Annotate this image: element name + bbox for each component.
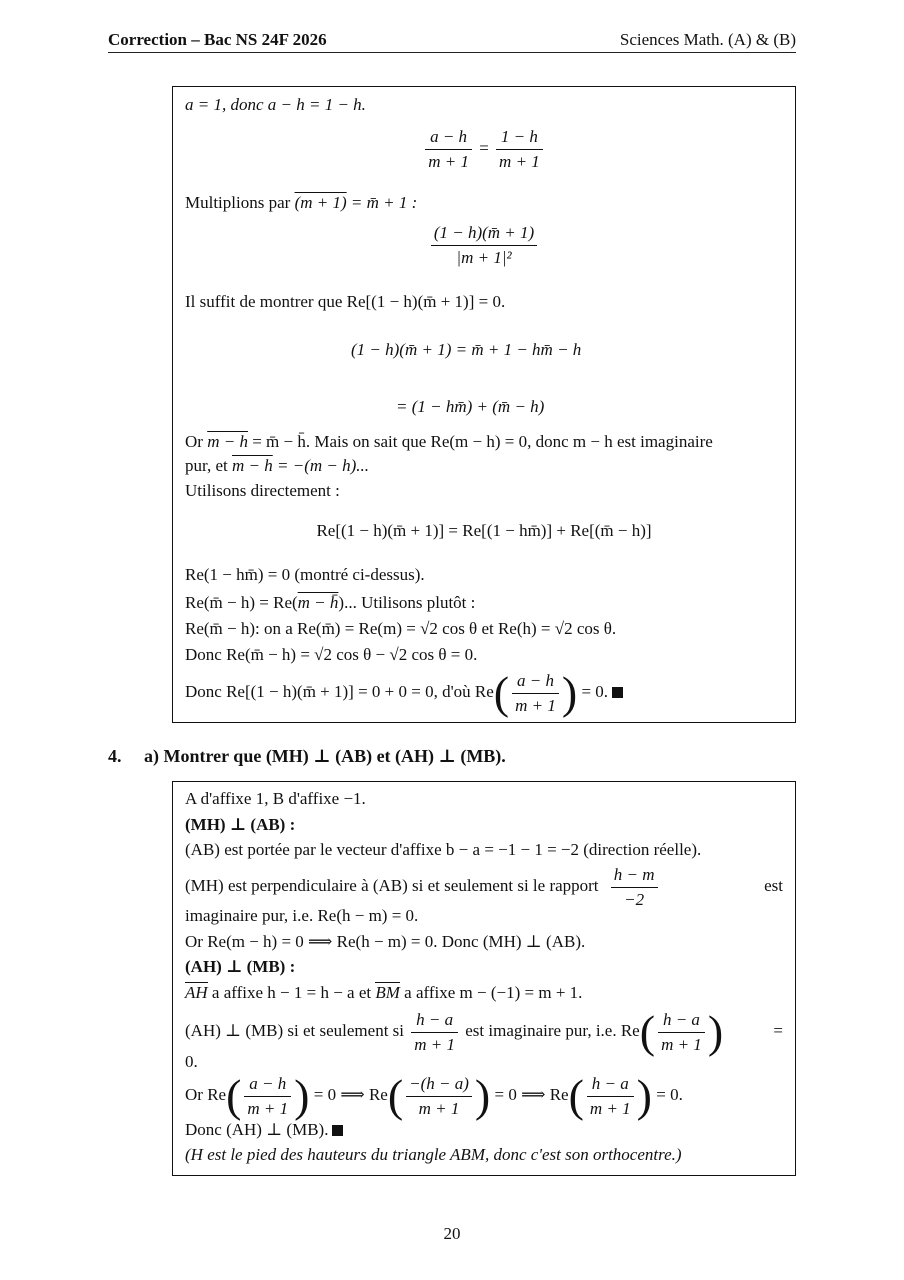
equation-regroup: = (1 − hm̄) + (m̄ − h)	[396, 397, 545, 416]
page-number: 20	[443, 1224, 461, 1243]
fraction: $\frac{a - h}{m + 1}$	[512, 671, 559, 716]
fraction: $\frac{-(h - a)}{m + 1}$	[406, 1074, 472, 1119]
text-line: (AH) ⊥ (MB) si et seulement si $\frac{h - a}{m + 1}$ est imaginaire pur, i.e. Re( $\frac{h - a}{m + 1}$ ) =	[185, 1006, 783, 1058]
equation-fraction-ratio: $\frac{a - h}{m + 1}$ = $\frac{1 - h}{m + 1}$	[173, 127, 795, 172]
text-line: a = 1, donc a − h = 1 − h.	[185, 95, 366, 114]
vector-bm: BM	[375, 983, 400, 1002]
solution-box-3	[172, 86, 796, 723]
text-line: (AB) est portée par le vecteur d'affixe b − a = −1 − 1 = −2 (direction réelle).	[185, 840, 702, 859]
qed-square-icon	[332, 1125, 343, 1136]
page-header	[108, 30, 796, 53]
subheading: (AH) ⊥ (MB) :	[185, 957, 296, 976]
subheading: (MH) ⊥ (AB) :	[185, 815, 296, 834]
fraction: $\frac{a - h}{m + 1}$	[425, 127, 472, 172]
question-heading: 4. a) Montrer que (MH) ⊥ (AB) et (AH) ⊥ (MB).	[108, 746, 506, 766]
text-line: Or Re( $\frac{a - h}{m + 1}$ ) = 0 ⟹ Re( $\frac{-(h - a)}{m + 1}$ ) = 0 ⟹ Re( $\frac{h - a}{m + 1}$ ) = 0.	[185, 1070, 683, 1122]
text-line: AH a affixe h − 1 = h − a et BM a affixe m − (−1) = m + 1.	[185, 983, 583, 1002]
fraction: $\frac{1 - h}{m + 1}$	[496, 127, 543, 172]
remark-line: (H est le pied des hauteurs du triangle ABM, donc c'est son orthocentre.)	[185, 1145, 682, 1164]
text-line: pur, et m − h = −(m − h)...	[185, 456, 370, 475]
text-line: Donc Re(m̄ − h) = √2 cos θ − √2 cos θ = 0.	[185, 645, 478, 664]
text-line-conclusion: Donc Re[(1 − h)(m̄ + 1)] = 0 + 0 = 0, d'où Re( $\frac{a - h}{m + 1}$ ) = 0.	[185, 667, 623, 717]
vector-ah: AH	[185, 983, 208, 1002]
solution-box-4a	[172, 781, 796, 1176]
equation-expansion: (1 − h)(m̄ + 1) = m̄ + 1 − hm̄ − h	[351, 340, 582, 359]
text-line: Or Re(m − h) = 0 ⟹ Re(h − m) = 0. Donc (MH) ⊥ (AB).	[185, 932, 586, 951]
fraction: $\frac{(1 - h)(m̄ + 1)}{\text{|m + 1|²}}$	[431, 223, 537, 268]
fraction: $\frac{h - a}{m + 1}$	[587, 1074, 634, 1119]
text-line: (MH) est perpendiculaire à (AB) si et seulement si le rapport $\frac{h - m}{-2}$ est	[185, 864, 783, 909]
text-line: imaginaire pur, i.e. Re(h − m) = 0.	[185, 906, 419, 925]
header-subject: Sciences Math. (A) & (B)	[619, 30, 796, 49]
text-line: Donc (AH) ⊥ (MB).	[185, 1120, 343, 1140]
text-line: Utilisons directement :	[185, 481, 340, 500]
equation-real-part-sum: Re[(1 − h)(m̄ + 1)] = Re[(1 − hm̄)] + Re[(m̄ − h)]	[316, 521, 652, 540]
text-line: Re(1 − hm̄) = 0 (montré ci-dessus).	[185, 565, 425, 584]
text-line: Re(m̄ − h): on a Re(m̄) = Re(m) = √2 cos θ et Re(h) = √2 cos θ.	[185, 619, 617, 638]
equation-fraction-conjugate	[173, 223, 795, 268]
fraction: $\frac{h - a}{m + 1}$	[658, 1010, 705, 1055]
fraction: $\frac{h - m}{-2}$	[611, 865, 658, 910]
text-line: 0.	[185, 1052, 198, 1071]
fraction: $\frac{a - h}{m + 1}$	[244, 1074, 291, 1119]
text-line: Re(m̄ − h) = Re(m − h̄)... Utilisons plutôt :	[185, 593, 476, 612]
qed-square-icon	[612, 687, 623, 698]
fraction: $\frac{h - a}{m + 1}$	[411, 1010, 458, 1055]
text-line: A d'affixe 1, B d'affixe −1.	[185, 789, 366, 808]
text-line: Multiplions par (m + 1) = m̄ + 1 :	[185, 193, 418, 212]
header-title: Correction – Bac NS 24F 2026	[108, 30, 327, 49]
text-line: Or m − h = m̄ − h̄. Mais on sait que Re(m − h) = 0, donc m − h est imaginaire	[185, 432, 713, 451]
text-line: Il suffit de montrer que Re[(1 − h)(m̄ + 1)] = 0.	[185, 292, 506, 311]
